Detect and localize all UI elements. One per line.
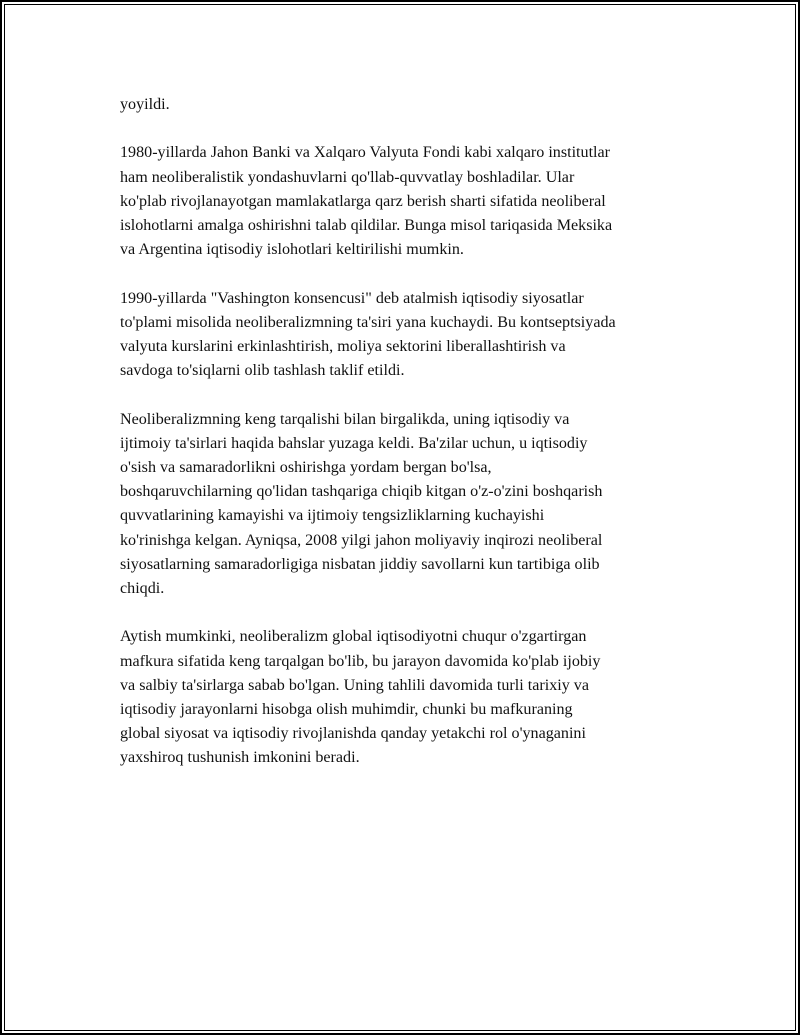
paragraph-1990s: 1990-yillarda "Vashington konsencusi" deb atalmish iqtisodiy siyosatlar to'plami misolida neoliberalizmning ta'siri yana kuchaydi. Bu kontseptsiyada valyuta kurslarini erkinlashtirish, moliya sektorini liberallashtirish va savdoga to'siqlarni olib tashlash taklif etildi. — [120, 289, 616, 380]
document-body — [120, 93, 720, 795]
paragraph-debates: Neoliberalizmning keng tarqalishi bilan birgalikda, uning iqtisodiy va ijtimoiy ta'sirlari haqida bahslar yuzaga keldi. Ba'zilar uchun, u iqtisodiy o'sish va samaradorlikni oshirishga yordam bergan bo'lsa, boshqaruvchilarning qo'lidan tashqariga chiqib kitgan o'z-o'zini boshqarish quvvatlarining kamayishi va ijtimoiy tengsizliklarning kuchayishi ko'rinishga kelgan. Ayniqsa, 2008 yilgi jahon moliyaviy inqirozi neoliberal siyosatlarning samaradorligiga nisbatan jiddiy savollarni kun tartibiga olib chiqdi. — [120, 410, 603, 598]
paragraph-1980s: 1980-yillarda Jahon Banki va Xalqaro Valyuta Fondi kabi xalqaro institutlar ham neoliberalistik yondashuvlarni qo'llab-quvvatlay boshladilar. Ular ko'plab rivojlanayotgan mamlakatlarga qarz berish sharti sifatida neoliberal islohotlarni amalga oshirishni talab qildilar. Bunga misol tariqasida Meksika va Argentina iqtisodiy islohotlari keltirilishi mumkin. — [120, 144, 613, 259]
paragraph-conclusion: Aytish mumkinki, neoliberalizm global iqtisodiyotni chuqur o'zgartirgan mafkura sifatida keng tarqalgan bo'lib, bu jarayon davomida ko'plab ijobiy va salbiy ta'sirlarga sabab bo'lgan. Uning tahlili davomida turli tarixiy va iqtisodiy jarayonlarni hisobga olish muhimdir, chunki bu mafkuraning global siyosat va iqtisodiy rivojlanishda qanday yetakchi rol o'ynaganini yaxshiroq tushunish imkonini beradi. — [120, 628, 601, 767]
paragraph-continuation: yoyildi. — [120, 96, 170, 113]
